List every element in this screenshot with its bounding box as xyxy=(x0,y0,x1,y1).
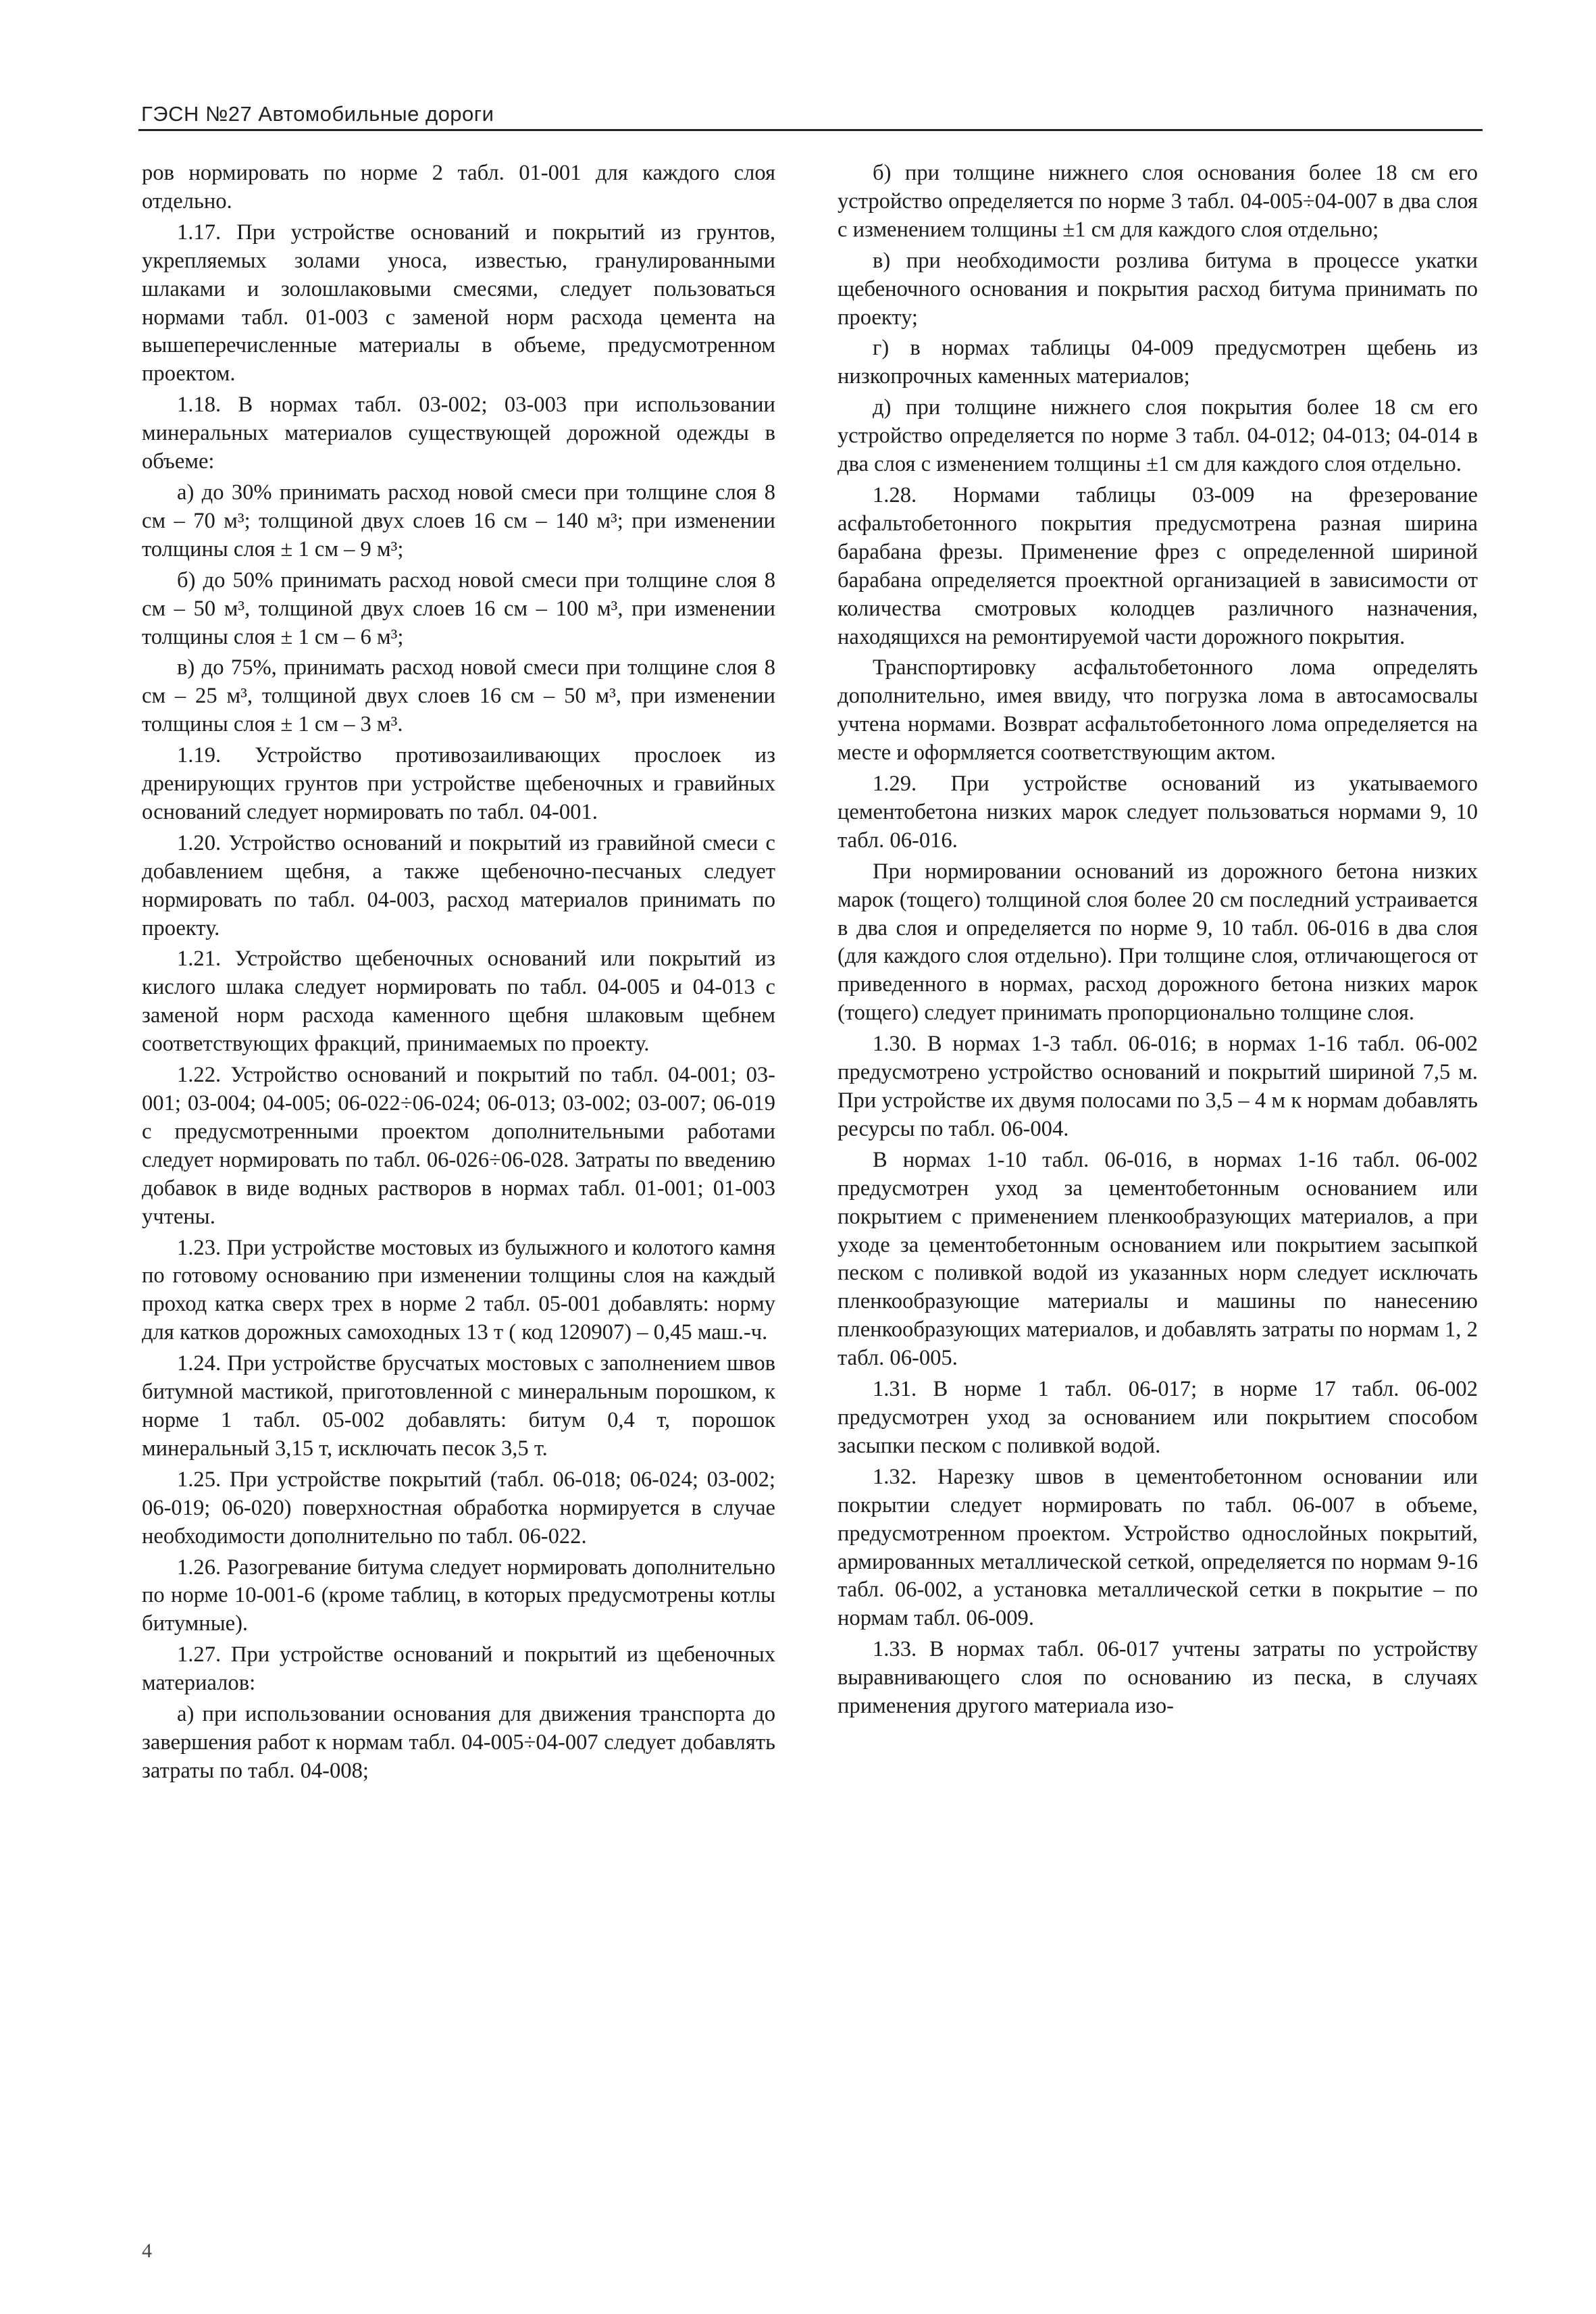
paragraph: б) до 50% принимать расход новой смеси при толщине слоя 8 см – 50 м³, толщиной двух слоев 16 см – 100 м³, при изменении толщины слоя ± 1 см – 6 м³; xyxy=(142,568,775,649)
paragraph: 1.25. При устройстве покрытий (табл. 06-018; 06-024; 03-002; 06-019; 06-020) поверхностная обработка нормируется в случае необходимости дополнительно по табл. 06-022. xyxy=(142,1467,775,1549)
left-column xyxy=(142,159,775,1788)
paragraph: В нормах 1-10 табл. 06-016, в нормах 1-16 табл. 06-002 предусмотрен уход за цементобетонным основанием или покрытием с применением пленкообразующих материалов, а при уходе за цементобетонным основанием или покрытием засыпкой песком с поливкой водой из указанных норм следует исключать пленкообразующие материалы и машины по нанесению пленкообразующих материалов, и добавлять затраты по нормам 1, 2 табл. 06-005. xyxy=(838,1147,1478,1371)
paragraph: 1.19. Устройство противозаиливающих прослоек из дренирующих грунтов при устройстве щебеночных и гравийных оснований следует нормировать по табл. 04-001. xyxy=(142,743,775,824)
paragraph: в) до 75%, принимать расход новой смеси при толщине слоя 8 см – 25 м³, толщиной двух слоев 16 см – 50 м³, при изменении толщины слоя ± 1 см – 3 м³. xyxy=(142,655,775,737)
paragraph: При нормировании оснований из дорожного бетона низких марок (тощего) толщиной слоя более 20 см последний устраивается в два слоя и определяется по норме 9, 10 табл. 06-016 в два слоя (для каждого слоя отдельно). При толщине слоя, отличающегося от приведенного в нормах, расход дорожного бетона низких марок (тощего) следует принимать пропорционально толщине слоя. xyxy=(838,859,1478,1026)
paragraph: в) при необходимости розлива битума в процессе укатки щебеночного основания и покрытия расход битума принимать по проекту; xyxy=(838,248,1478,330)
paragraph: ров нормировать по норме 2 табл. 01-001 для каждого слоя отдельно. xyxy=(142,161,775,213)
paragraph: д) при толщине нижнего слоя покрытия более 18 см его устройство определяется по норме 3 табл. 04-012; 04-013; 04-014 в два слоя с изменением толщины ±1 см для каждого слоя отдельно. xyxy=(838,395,1478,477)
page-header xyxy=(138,91,1483,131)
paragraph: Транспортировку асфальтобетонного лома определять дополнительно, имея ввиду, что погрузка лома в автосамосвалы учтена нормами. Возврат асфальтобетонного лома определяется на месте и оформляется соответствующим актом. xyxy=(838,655,1478,765)
paragraph: 1.28. Нормами таблицы 03-009 на фрезерование асфальтобетонного покрытия предусмотрена разная ширина барабана фрезы. Применение фрез с определенной шириной барабана определяется проектной организацией в зависимости от количества смотровых колодцев различного назначения, находящихся на ремонтируемой части дорожного покрытия. xyxy=(838,482,1478,649)
page-number: 4 xyxy=(142,2240,152,2262)
paragraph: 1.26. Разогревание битума следует нормировать дополнительно по норме 10-001-6 (кроме таблиц, в которых предусмотрены котлы битумные). xyxy=(142,1555,775,1636)
paragraph: 1.22. Устройство оснований и покрытий по табл. 04-001; 03-001; 03-004; 04-005; 06-022÷06-024; 06-013; 03-002; 03-007; 06-019 с предусмотренными проектом дополнительными работами следует нормировать по табл. 06-026÷06-028. Затраты по введению добавок в виде водных растворов в нормах табл. 01-001; 01-003 учтены. xyxy=(142,1063,775,1229)
paragraph: 1.30. В нормах 1-3 табл. 06-016; в нормах 1-16 табл. 06-002 предусмотрено устройство оснований и покрытий шириной 7,5 м. При устройстве их двумя полосами по 3,5 – 4 м к нормам добавлять ресурсы по табл. 06-004. xyxy=(838,1032,1478,1141)
paragraph: а) при использовании основания для движения транспорта до завершения работ к нормам табл. 04-005÷04-007 следует добавлять затраты по табл. 04-008; xyxy=(142,1702,775,1783)
paragraph: 1.18. В нормах табл. 03-002; 03-003 при использовании минеральных материалов существующей дорожной одежды в объеме: xyxy=(142,393,775,474)
paragraph: 1.32. Нарезку швов в цементобетонном основании или покрытии следует нормировать по табл. 06-007 в объеме, предусмотренном проектом. Устройство однослойных покрытий, армированных металлической сеткой, определяется по нормам 9-16 табл. 06-002, а установка металлической сетки в покрытие – по нормам табл. 06-009. xyxy=(838,1464,1478,1631)
header-title: ГЭСН №27 Автомобильные дороги xyxy=(141,102,494,126)
right-column xyxy=(838,159,1478,1724)
paragraph: г) в нормах таблицы 04-009 предусмотрен щебень из низкопрочных каменных материалов; xyxy=(838,336,1478,389)
paragraph: 1.33. В нормах табл. 06-017 учтены затраты по устройству выравнивающего слоя по основанию из песка, в случаях применения другого материала изо- xyxy=(838,1637,1478,1719)
paragraph: 1.24. При устройстве брусчатых мостовых с заполнением швов битумной мастикой, приготовленной с минеральным порошком, к норме 1 табл. 05-002 добавлять: битум 0,4 т, порошок минеральный 3,15 т, исключать песок 3,5 т. xyxy=(142,1351,775,1461)
paragraph: 1.20. Устройство оснований и покрытий из гравийной смеси с добавлением щебня, а также щебеночно-песчаных следует нормировать по табл. 04-003, расход материалов принимать по проекту. xyxy=(142,830,775,940)
paragraph: 1.29. При устройстве оснований из укатываемого цементобетона низких марок следует пользоваться нормами 9, 10 табл. 06-016. xyxy=(838,772,1478,853)
paragraph: а) до 30% принимать расход новой смеси при толщине слоя 8 см – 70 м³; толщиной двух слоев 16 см – 140 м³; при изменении толщины слоя ± 1 см – 9 м³; xyxy=(142,480,775,561)
paragraph: 1.17. При устройстве оснований и покрытий из грунтов, укрепляемых золами уноса, известью, гранулированными шлаками и золошлаковыми смесями, следует пользоваться нормами табл. 01-003 с заменой норм расхода цемента на вышеперечисленные материалы в объеме, предусмотренном проектом. xyxy=(142,220,775,386)
paragraph: 1.31. В норме 1 табл. 06-017; в норме 17 табл. 06-002 предусмотрен уход за основанием или покрытием способом засыпки песком с поливкой водой. xyxy=(838,1377,1478,1458)
paragraph: 1.27. При устройстве оснований и покрытий из щебеночных материалов: xyxy=(142,1642,775,1696)
paragraph: 1.23. При устройстве мостовых из булыжного и колотого камня по готовому основанию при изменении толщины слоя на каждый проход катка сверх трех в норме 2 табл. 05-001 добавлять: норму для катков дорожных самоходных 13 т ( код 120907) – 0,45 маш.-ч. xyxy=(142,1235,775,1345)
paragraph: 1.21. Устройство щебеночных оснований или покрытий из кислого шлака следует нормировать по табл. 04-005 и 04-013 с заменой норм расхода каменного щебня шлаковым щебнем соответствующих фракций, принимаемых по проекту. xyxy=(142,947,775,1057)
paragraph: б) при толщине нижнего слоя основания более 18 см его устройство определяется по норме 3 табл. 04-005÷04-007 в два слоя с изменением толщины ±1 см для каждого слоя отдельно; xyxy=(838,161,1478,242)
